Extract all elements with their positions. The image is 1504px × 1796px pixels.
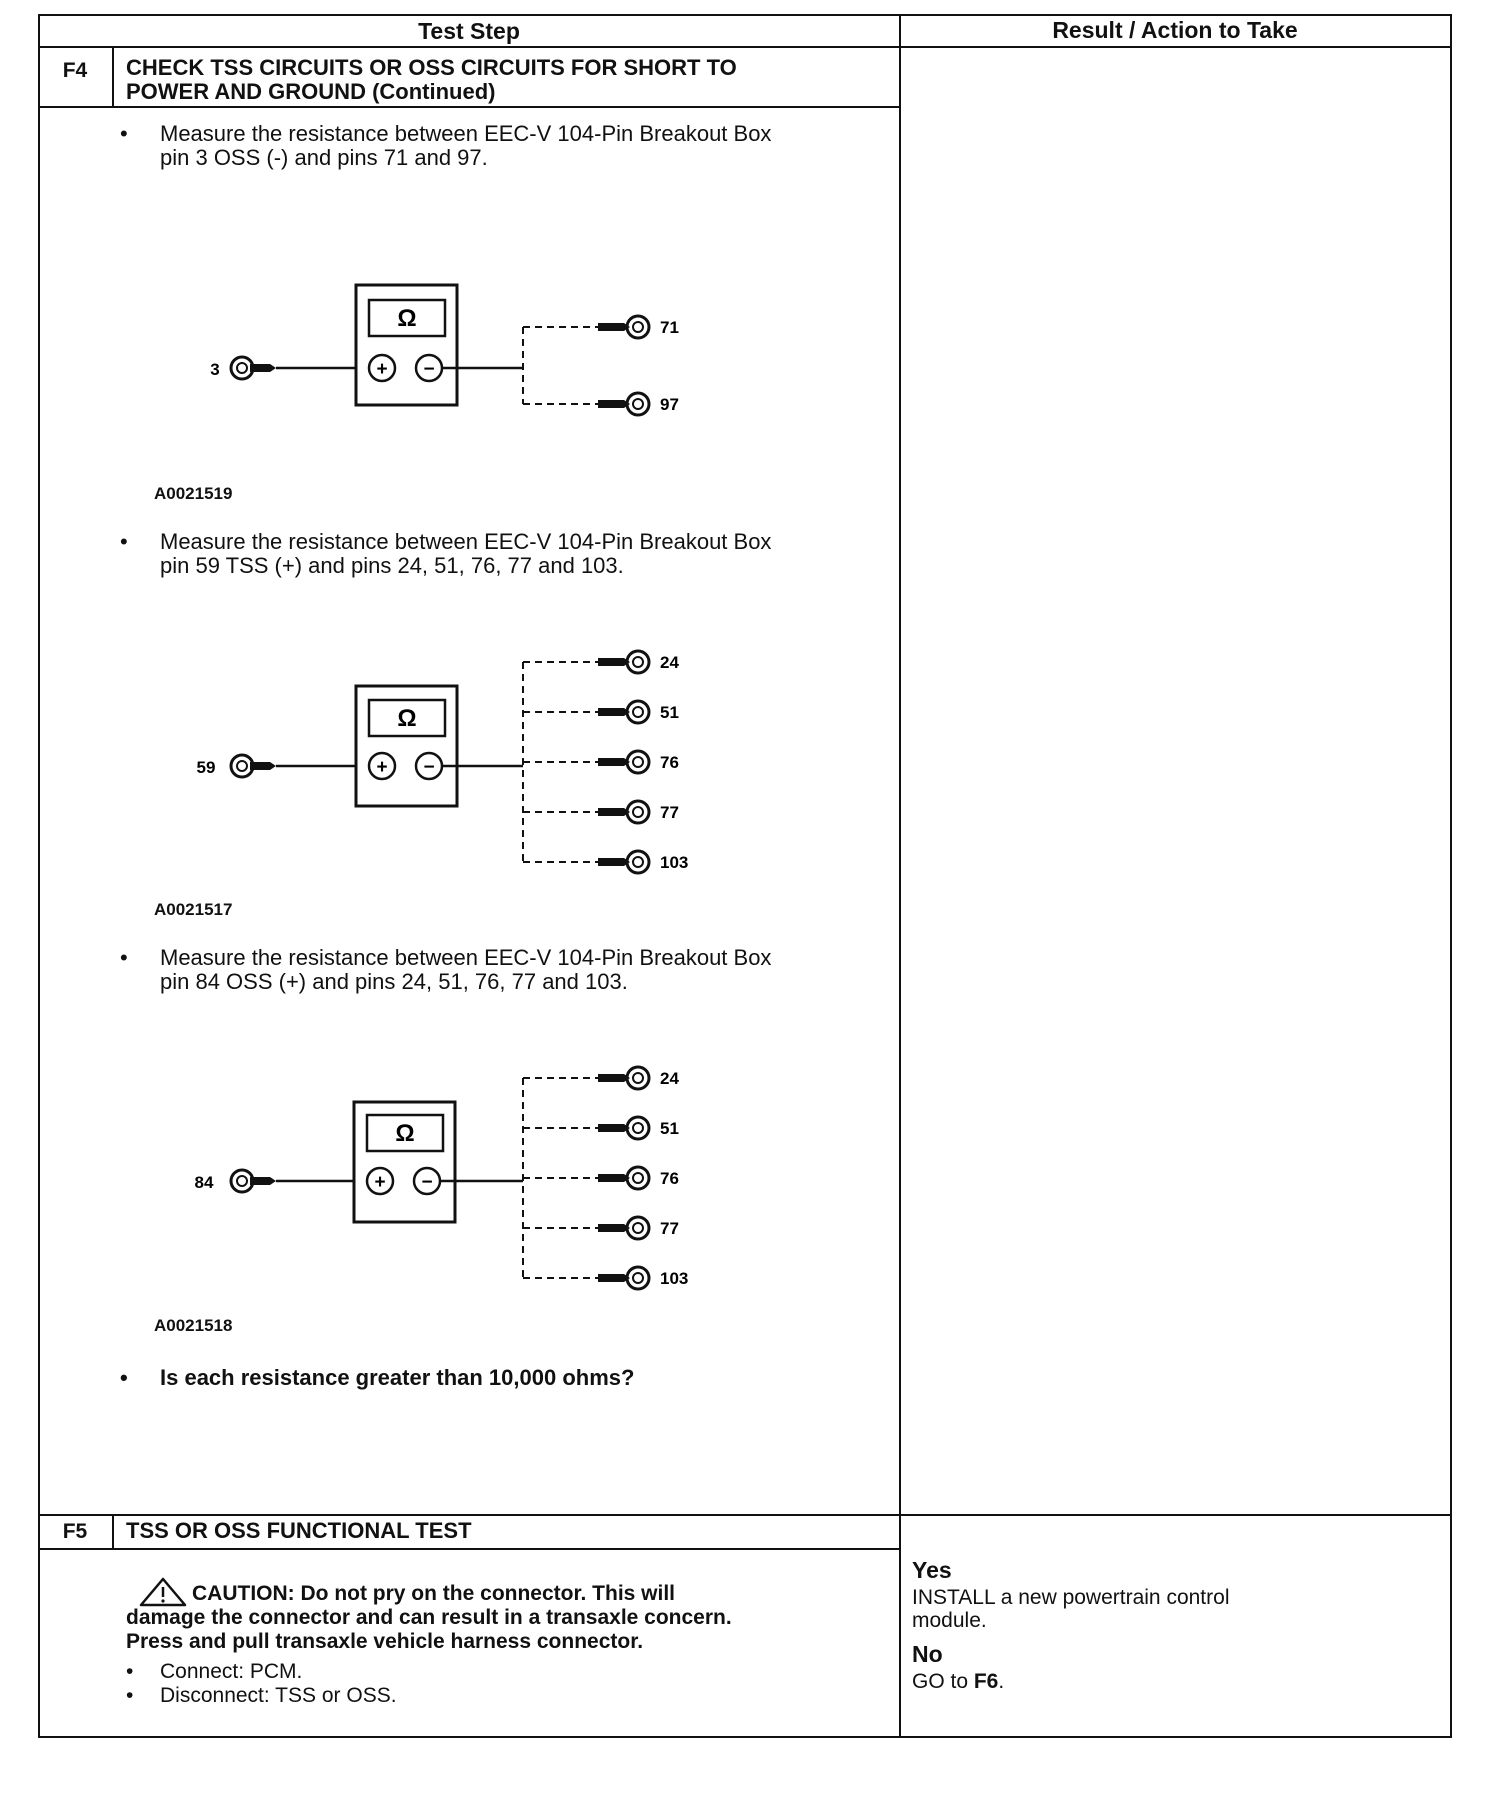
result-yes-label: Yes <box>912 1557 952 1583</box>
f4-id-divider <box>112 46 114 108</box>
f5-title-bottom-border <box>38 1548 901 1550</box>
step-id-f4: F4 <box>62 59 88 82</box>
f4-title-bottom-border <box>38 106 901 108</box>
ohmmeter-icon <box>356 285 457 405</box>
bullet-marker: • <box>120 945 128 970</box>
target-pin-label: 77 <box>660 1219 679 1238</box>
meter-diagram-a0021519 <box>38 274 900 464</box>
target-lead-24 <box>523 1067 679 1089</box>
header-bottom-border <box>38 46 1452 48</box>
meter-diagram-a0021517 <box>38 634 900 884</box>
source-pin-connector-icon <box>231 1170 276 1192</box>
list-item: • Connect: PCM. <box>126 1660 303 1683</box>
header-result-action: Result / Action to Take <box>1052 17 1298 43</box>
meter-diagram-a0021518 <box>38 1050 900 1300</box>
target-lead-97 <box>523 393 679 415</box>
plus-terminal-icon: + <box>374 1172 386 1193</box>
header-test-step: Test Step <box>418 18 520 44</box>
target-lead-76 <box>523 1167 679 1189</box>
f4-bottom-border <box>38 1514 1452 1516</box>
target-lead-77 <box>523 1217 679 1239</box>
bullet-marker: • <box>120 529 128 554</box>
source-pin-label: 59 <box>196 758 216 777</box>
plus-terminal-icon: + <box>376 359 388 380</box>
target-lead-77 <box>523 801 679 823</box>
target-lead-24 <box>523 651 679 673</box>
target-pin-label: 77 <box>660 803 679 822</box>
step-id-f5: F5 <box>62 1520 88 1543</box>
caution-text: CAUTION: Do not pry on the connector. This will damage the connector and can result in a transaxle concern. Press and pull transaxle vehicle harness connector. <box>126 1582 732 1653</box>
ohmmeter-icon <box>356 686 457 806</box>
target-pin-label: 97 <box>660 395 679 414</box>
f4-bullet-1: • Measure the resistance between EEC-V 104-Pin Breakout Box pin 3 OSS (-) and pins 71 and 97. <box>120 121 772 170</box>
ohm-symbol: Ω <box>395 1120 415 1147</box>
plus-terminal-icon: + <box>376 757 388 778</box>
target-pin-label: 51 <box>660 703 679 722</box>
target-pin-label: 71 <box>660 318 679 337</box>
f4-bullet-2: • Measure the resistance between EEC-V 104-Pin Breakout Box pin 59 TSS (+) and pins 24, 51, 76, 77 and 103. <box>120 529 772 578</box>
step-reference-link: F6 <box>973 1670 999 1693</box>
minus-terminal-icon: − <box>423 757 435 778</box>
minus-terminal-icon: − <box>423 359 435 380</box>
f5-id-divider <box>112 1514 114 1550</box>
source-pin-label: 3 <box>210 360 220 379</box>
source-pin-connector-icon <box>231 357 276 379</box>
step-title-f5: TSS OR OSS FUNCTIONAL TEST <box>126 1518 472 1543</box>
target-pin-label: 51 <box>660 1119 679 1138</box>
target-lead-76 <box>523 751 679 773</box>
table-bottom-border <box>38 1736 1452 1738</box>
ohm-symbol: Ω <box>397 305 417 332</box>
target-pin-label: 103 <box>660 1269 689 1288</box>
target-lead-51 <box>523 1117 679 1139</box>
ohm-symbol: Ω <box>397 705 417 732</box>
list-item: • Disconnect: TSS or OSS. <box>126 1684 397 1707</box>
figure-code: A0021518 <box>154 1316 233 1335</box>
source-pin-connector-icon <box>231 755 276 777</box>
target-lead-103 <box>523 851 688 873</box>
result-no-action: GO to F6. <box>912 1670 1005 1693</box>
source-pin-label: 84 <box>194 1173 214 1192</box>
f5-steps-list <box>126 1660 886 1708</box>
table-top-border <box>38 14 1452 16</box>
target-pin-label: 24 <box>660 1069 679 1088</box>
target-pin-label: 103 <box>660 853 689 872</box>
result-yes-action: INSTALL a new powertrain control module. <box>912 1586 1230 1632</box>
bullet-marker: • <box>120 121 128 146</box>
target-lead-103 <box>523 1267 688 1289</box>
result-no-label: No <box>912 1641 943 1667</box>
step-title-f4: CHECK TSS CIRCUITS OR OSS CIRCUITS FOR SHORT TO POWER AND GROUND (Continued) <box>126 55 737 104</box>
target-pin-label: 76 <box>660 1169 679 1188</box>
bullet-marker: • <box>120 1365 128 1390</box>
f4-question: • Is each resistance greater than 10,000 ohms? <box>120 1365 635 1390</box>
minus-terminal-icon: − <box>421 1172 433 1193</box>
table-right-border <box>1450 14 1452 1738</box>
target-lead-71 <box>523 316 679 338</box>
service-manual-table <box>38 14 1452 1774</box>
target-pin-label: 24 <box>660 653 679 672</box>
figure-code: A0021517 <box>154 900 233 919</box>
target-lead-51 <box>523 701 679 723</box>
target-pin-label: 76 <box>660 753 679 772</box>
figure-code: A0021519 <box>154 484 233 503</box>
ohmmeter-icon <box>354 1102 455 1222</box>
f4-bullet-3: • Measure the resistance between EEC-V 104-Pin Breakout Box pin 84 OSS (+) and pins 24, 51, 76, 77 and 103. <box>120 945 772 994</box>
